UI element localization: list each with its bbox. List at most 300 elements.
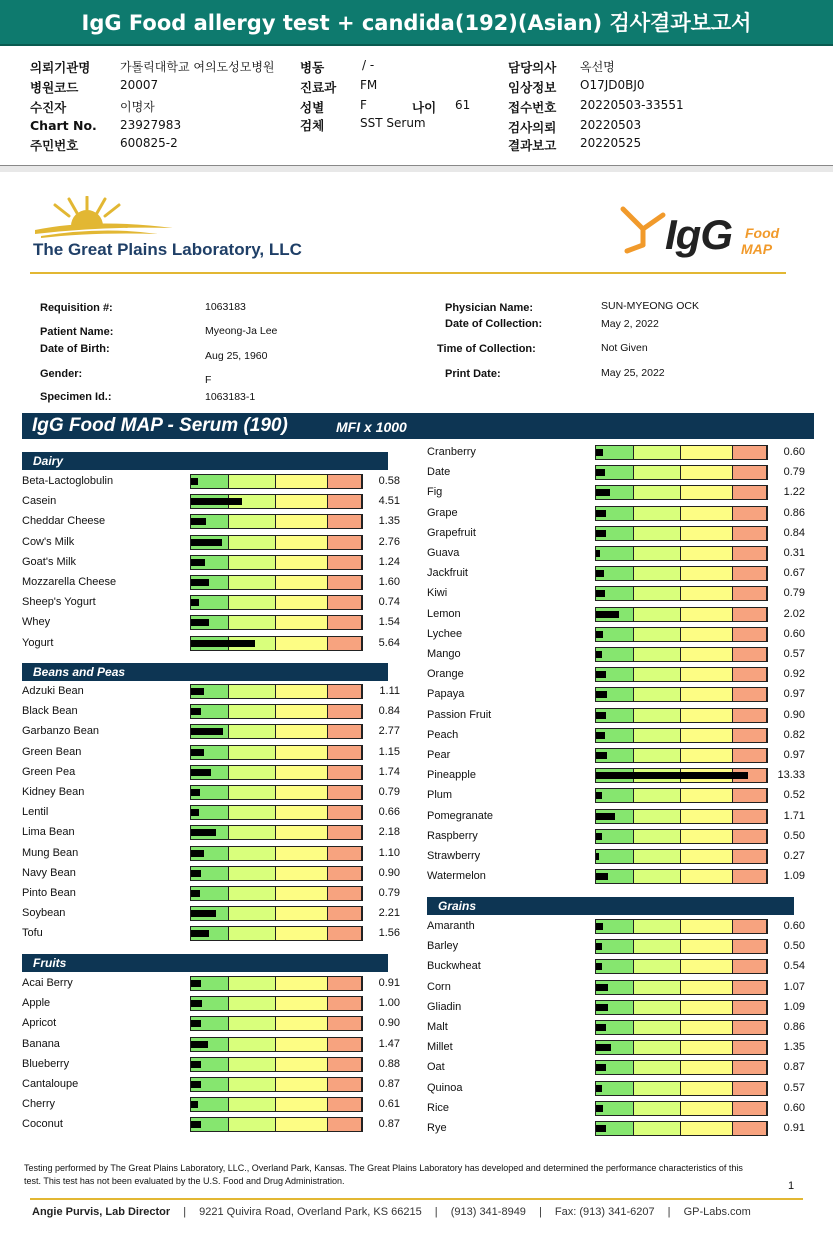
bar-zone [229,725,276,738]
bar-zone [634,981,681,994]
result-bar-fill [191,518,206,525]
bar-zone [328,1038,362,1051]
result-bar-fill [596,449,603,456]
result-bar [595,485,768,500]
food-value: 0.50 [783,940,805,953]
collection-time-value: Not Given [601,342,648,354]
result-bar [190,514,363,529]
food-value: 2.77 [378,725,400,738]
bar-zone [229,997,276,1010]
food-value: 0.57 [783,648,805,660]
igg-logo-map: MAP [741,241,773,257]
food-result-row [22,533,404,553]
result-bar [595,465,768,480]
result-bar [190,785,363,800]
bar-zone [634,1122,681,1135]
food-result-row [22,783,404,803]
food-name: Green Pea [22,765,76,778]
food-result-row [427,1099,809,1119]
doctor-value: 옥선명 [580,60,615,74]
result-bar-fill [191,688,204,695]
result-bar-fill [191,749,204,756]
food-result-row [22,634,404,654]
bar-zone [634,810,681,823]
bar-zone [681,830,733,843]
ward-value: / - [362,58,375,72]
sex-label: 성별 [300,100,325,115]
result-bar [595,768,768,783]
bar-zone [681,1122,733,1135]
bar-zone [681,466,733,479]
bar-zone [229,616,276,629]
result-bar [595,506,768,521]
bar-zone [634,940,681,953]
result-bar-fill [596,550,600,557]
result-bar [595,1000,768,1015]
bar-zone [276,1098,328,1111]
footer-phone: (913) 341-8949 [450,1206,526,1218]
hospital-code-value: 20007 [120,78,159,92]
food-name: Coconut [22,1118,63,1131]
bar-zone [328,1118,362,1131]
bar-zone [681,981,733,994]
food-name: Navy Bean [22,866,76,879]
food-value: 2.18 [378,826,400,839]
result-bar-fill [191,870,201,877]
food-name: Rice [427,1101,450,1114]
food-result-row [427,867,809,887]
result-bar [190,825,363,840]
result-bar [595,526,768,541]
bar-zone [276,766,328,779]
gender-value: F [205,374,212,386]
food-result-row [22,1115,404,1135]
bar-zone [733,920,767,933]
food-value: 0.90 [783,708,805,721]
category-header: Grains [427,897,794,915]
result-bar [190,926,363,941]
bar-zone [276,806,328,819]
bar-zone [328,536,362,549]
bar-zone [276,927,328,940]
food-result-row [22,1055,404,1075]
bar-zone [596,830,634,843]
bar-zone [634,1082,681,1095]
bar-zone [681,648,733,661]
food-value: 1.71 [783,809,805,822]
bar-zone [634,527,681,540]
bar-zone [681,1061,733,1074]
bar-zone [681,1001,733,1014]
bar-zone [276,786,328,799]
food-name: Barley [427,940,459,953]
food-result-row [427,807,809,827]
food-value: 1.09 [783,1000,805,1013]
food-name: Gliadin [427,1000,462,1013]
bar-zone [681,729,733,742]
bar-zone [733,850,767,863]
result-bar [190,474,363,489]
food-result-row [427,847,809,867]
bar-zone [681,547,733,560]
food-name: Yogurt [22,636,54,649]
bar-zone [276,705,328,718]
result-bar [595,919,768,934]
bar-zone [733,668,767,681]
food-name: Kiwi [427,587,448,600]
bar-zone [634,446,681,459]
result-bar [595,445,768,460]
food-name: Kidney Bean [22,786,85,798]
food-result-row [427,443,809,463]
result-bar-fill [596,651,602,658]
footer-sep: | [539,1206,542,1218]
food-name: Pear [427,749,451,761]
bar-zone [733,749,767,762]
bar-zone [328,746,362,759]
bar-zone [733,567,767,580]
result-bar [595,1101,768,1116]
bar-zone [733,628,767,641]
bar-zone [328,685,362,698]
result-bar-fill [191,619,209,626]
receipt-value: 20220503-33551 [580,98,684,112]
food-name: Pineapple [427,769,476,782]
food-name: Pinto Bean [22,887,76,899]
dept-label: 진료과 [300,80,337,95]
lab-sun-logo-icon [33,196,178,238]
bar-zone [229,515,276,528]
bar-zone [733,1082,767,1095]
food-value: 0.60 [783,1101,805,1114]
food-value: 0.57 [783,1081,805,1094]
result-bar [190,805,363,820]
bar-zone [328,867,362,880]
result-bar [595,1121,768,1136]
result-bar [595,607,768,622]
bar-zone [328,766,362,779]
result-bar-fill [596,510,606,517]
collection-date-label: Date of Collection: [445,318,543,330]
gender-label: Gender: [40,368,83,380]
food-result-row [427,504,809,524]
bar-zone [634,628,681,641]
food-value: 1.11 [379,685,400,697]
footer-web: GP-Labs.com [683,1206,751,1218]
result-bar [595,849,768,864]
result-bar [190,1016,363,1031]
food-result-row [427,645,809,665]
clinical-value: O17JD0BJ0 [580,78,645,92]
result-bar [595,1081,768,1096]
bar-zone [328,887,362,900]
food-value: 0.60 [783,920,805,932]
food-result-row [427,584,809,604]
bar-zone [276,576,328,589]
bar-zone [634,648,681,661]
food-result-row [22,904,404,924]
food-value: 0.52 [783,789,805,802]
food-value: 0.91 [783,1122,805,1134]
food-result-row [427,978,809,998]
bar-zone [328,977,362,990]
bar-zone [276,515,328,528]
food-result-row [22,682,404,702]
food-name: Cantaloupe [22,1078,79,1090]
food-result-row [22,823,404,843]
bar-zone [681,587,733,600]
bar-zone [634,789,681,802]
food-value: 1.15 [378,745,400,758]
food-value: 0.87 [378,1118,400,1131]
result-bar [595,829,768,844]
bar-zone [634,547,681,560]
bar-zone [229,596,276,609]
bar-zone [733,940,767,953]
food-name: Peach [427,728,459,741]
food-result-row [427,706,809,726]
bar-zone [634,688,681,701]
bar-zone [681,870,733,883]
food-name: Lychee [427,627,463,640]
food-name: Quinoa [427,1081,463,1094]
bar-zone [328,556,362,569]
food-result-row [427,766,809,786]
food-name: Amaranth [427,920,475,932]
food-value: 0.86 [783,1021,805,1033]
result-bar [190,575,363,590]
result-bar-fill [191,789,200,796]
result-bar-fill [191,769,211,776]
bar-zone [733,507,767,520]
requisition-value: 1063183 [205,301,246,313]
food-result-row [22,844,404,864]
bar-zone [276,907,328,920]
food-value: 1.56 [378,927,400,940]
bar-zone [681,810,733,823]
section-divider [0,166,833,172]
result-bar-fill [191,539,222,546]
result-bar-fill [596,1024,606,1031]
bar-zone [328,637,362,650]
food-name: Apricot [22,1017,57,1030]
result-bar-fill [191,1101,198,1108]
result-bar [595,627,768,642]
bar-zone [733,608,767,621]
food-name: Passion Fruit [427,708,492,721]
result-bar [190,535,363,550]
bar-zone [681,567,733,580]
bar-zone [229,826,276,839]
result-bar-fill [596,1044,611,1051]
sex-value: F [360,98,367,112]
dob-label: Date of Birth: [40,343,110,355]
food-value: 13.33 [777,769,805,782]
result-bar-fill [191,850,204,857]
bar-zone [681,668,733,681]
food-value: 0.97 [783,749,805,761]
bar-zone [634,850,681,863]
report-value: 20220525 [580,136,642,150]
food-name: Raspberry [427,829,478,842]
result-bar [595,708,768,723]
food-result-row [22,573,404,593]
food-value: 1.35 [783,1041,805,1054]
food-name: Rye [427,1122,447,1134]
food-name: Millet [427,1041,453,1054]
food-result-row [427,957,809,977]
bar-zone [733,729,767,742]
food-value: 0.67 [783,567,805,580]
bar-zone [681,1082,733,1095]
result-bar [190,724,363,739]
result-bar [190,866,363,881]
food-value: 0.60 [783,446,805,458]
igg-logo-food: Food [745,225,780,241]
food-map-header [22,413,814,439]
result-bar-fill [191,930,209,937]
bar-zone [229,927,276,940]
food-value: 0.60 [783,627,805,640]
bar-zone [634,1021,681,1034]
result-bar [190,745,363,760]
receipt-label: 접수번호 [508,100,557,115]
bar-zone [276,556,328,569]
header-rule [30,272,786,274]
food-result-row [427,917,809,937]
bar-zone [634,870,681,883]
bar-zone [276,1058,328,1071]
bar-zone [733,547,767,560]
food-map-unit: MFI x 1000 [336,419,407,435]
result-bar [190,765,363,780]
food-name: Jackfruit [427,567,468,580]
result-bar [190,684,363,699]
bar-zone [681,486,733,499]
result-bar [190,555,363,570]
bar-zone [328,1078,362,1091]
result-bar-fill [191,708,201,715]
food-value: 0.66 [378,806,400,819]
bar-zone [634,1001,681,1014]
bar-zone [328,997,362,1010]
food-name: Cheddar Cheese [22,515,106,528]
patient-name-value: Myeong-Ja Lee [205,325,278,337]
bar-zone [229,685,276,698]
result-bar-fill [596,530,606,537]
footer-director: Angie Purvis, Lab Director [32,1206,171,1218]
result-bar-fill [596,712,606,719]
bar-zone [733,527,767,540]
bar-zone [733,830,767,843]
food-value: 4.51 [378,495,400,508]
bar-zone [229,1058,276,1071]
food-value: 0.58 [378,475,400,487]
result-bar-fill [191,599,199,606]
dob-value: Aug 25, 1960 [205,350,268,362]
bar-zone [634,507,681,520]
food-result-row [427,463,809,483]
food-name: Watermelon [427,870,486,883]
food-result-row [22,553,404,573]
result-bar [595,1040,768,1055]
bar-zone [328,725,362,738]
food-result-row [22,924,404,944]
food-result-row [427,1119,809,1139]
bar-zone [681,789,733,802]
food-name: Fig [427,486,443,499]
food-name: Mung Bean [22,846,79,859]
physician-label: Physician Name: [445,302,534,314]
result-bar-fill [596,1085,602,1092]
food-result-row [22,613,404,633]
food-result-row [427,524,809,544]
result-bar-fill [596,1064,606,1071]
result-bar [595,647,768,662]
food-value: 5.64 [378,636,400,649]
result-bar [595,566,768,581]
result-bar [595,546,768,561]
bar-zone [328,475,362,488]
bar-zone [276,887,328,900]
bar-zone [681,507,733,520]
chart-value: 23927983 [120,118,182,132]
result-bar-fill [191,1081,201,1088]
food-value: 0.84 [783,526,805,539]
result-bar [190,1077,363,1092]
bar-zone [328,806,362,819]
bar-zone [596,547,634,560]
bar-zone [328,616,362,629]
result-bar-fill [596,853,599,860]
result-bar-fill [596,772,748,779]
food-result-row [427,1058,809,1078]
food-result-row [22,722,404,742]
bar-zone [596,940,634,953]
food-result-row [427,483,809,503]
clinical-label: 임상정보 [508,80,557,95]
bar-zone [328,1098,362,1111]
food-value: 0.27 [783,850,805,862]
bar-zone [634,1061,681,1074]
bar-zone [733,870,767,883]
footer-address: 9221 Quivira Road, Overland Park, KS 66215 [199,1206,422,1218]
food-name: Black Bean [22,705,78,718]
resident-value: 600825-2 [120,136,178,150]
requisition-label: Requisition #: [40,302,113,314]
bar-zone [634,668,681,681]
food-name: Mozzarella Cheese [22,576,117,588]
bar-zone [276,596,328,609]
bar-zone [681,940,733,953]
food-value: 0.79 [783,587,805,600]
bar-zone [229,847,276,860]
food-result-row [22,1095,404,1115]
result-bar-fill [191,1121,201,1128]
result-bar [595,809,768,824]
korean-info-block [0,48,833,166]
food-result-row [22,763,404,783]
bar-zone [681,920,733,933]
result-bar-fill [191,1041,208,1048]
result-bar-fill [596,943,602,950]
food-value: 0.79 [783,466,805,479]
food-value: 0.97 [783,688,805,701]
bar-zone [634,830,681,843]
bar-zone [229,1017,276,1030]
food-value: 0.90 [378,1017,400,1030]
igg-logo-text: IgG [665,211,732,258]
